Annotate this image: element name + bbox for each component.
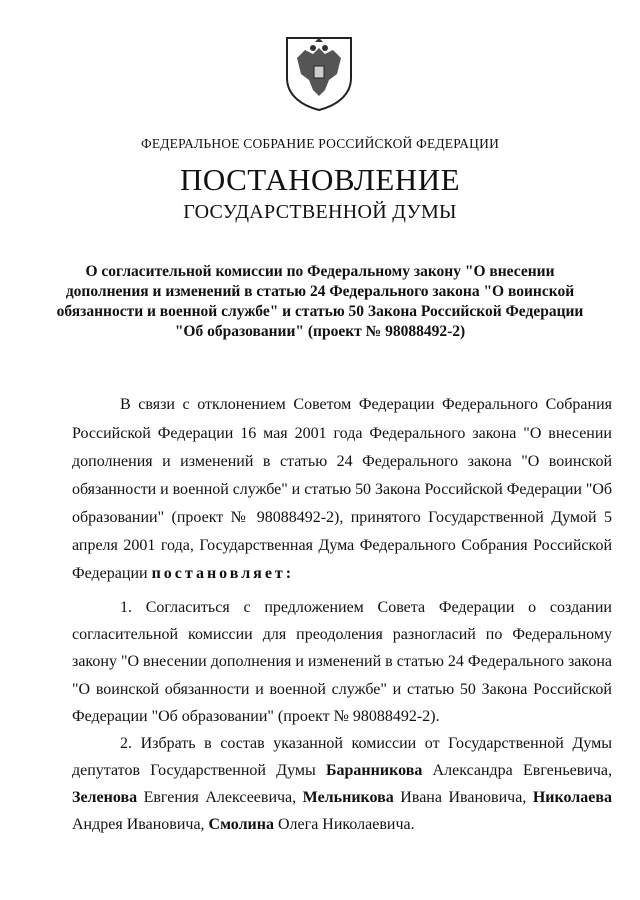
- preamble-line: дополнения и изменений в статью 24 Федерального закона "О воинской: [72, 453, 612, 470]
- preamble-line: Российской Федерации 16 мая 2001 года Федерального закона "О внесении: [72, 425, 612, 442]
- member-name: Андрея Ивановича,: [72, 816, 209, 833]
- item1-line: закону "О внесении дополнения и изменений в статью 24 Федерального закона: [72, 653, 612, 670]
- member-surname: Смолина: [208, 816, 274, 833]
- preamble-line: апреля 2001 года, Государственная Дума Федерального Собрания Российской: [72, 537, 612, 554]
- member-name: Ивана Ивановича,: [393, 789, 533, 806]
- resolves-word: постановляет:: [151, 565, 295, 582]
- member-surname: Баранникова: [325, 762, 423, 779]
- member-surname: Николаева: [532, 789, 612, 806]
- preamble-line: обязанности и военной службе" и статью 50 Закона Российской Федерации "Об: [72, 481, 612, 498]
- title-line: дополнения и изменений в статью 24 Федерального закона "О воинской: [65, 283, 575, 300]
- preamble-end: Федерации: [72, 565, 148, 582]
- item2-line: [72, 761, 612, 781]
- member-name: Евгения Алексеевича,: [137, 789, 303, 806]
- member-name: Олега Николаевича.: [274, 816, 415, 833]
- item1-line: "О воинской обязанности и военной службе" и статью 50 Закона Российской: [72, 681, 612, 698]
- item2-text: депутатов Государственной Думы: [72, 762, 326, 779]
- title-line: О согласительной комиссии по Федеральному закону "О внесении: [85, 263, 555, 280]
- item2-line: 2. Избрать в состав указанной комиссии от Государственной Думы: [120, 735, 612, 752]
- item1-line: Федерации "Об образовании" (проект № 98088492-2).: [72, 708, 440, 725]
- preamble-line: образовании" (проект № 98088492-2), принятого Государственной Думой 5: [72, 509, 612, 526]
- preamble-line: [72, 564, 612, 584]
- title-line: обязанности и военной службе" и статью 50 Закона Российской Федерации: [56, 303, 584, 320]
- issuer: ГОСУДАРСТВЕННОЙ ДУМЫ: [183, 201, 457, 223]
- title-line: "Об образовании" (проект № 98088492-2): [174, 323, 466, 340]
- item1-line: согласительной комиссии для преодоления разногласий по Федеральному: [72, 626, 612, 643]
- item1-line: 1. Согласиться с предложением Совета Федерации о создании: [120, 599, 612, 616]
- member-surname: Мельникова: [302, 789, 394, 806]
- document-type: ПОСТАНОВЛЕНИЕ: [179, 162, 461, 197]
- item2-line: [72, 815, 612, 835]
- member-name: Александра Евгеньевича,: [422, 762, 612, 779]
- preamble-line: В связи с отклонением Советом Федерации Федерального Собрания: [120, 396, 612, 413]
- organization-header: ФЕДЕРАЛЬНОЕ СОБРАНИЕ РОССИЙСКОЙ ФЕДЕРАЦИИ: [140, 136, 500, 151]
- member-surname: Зеленова: [72, 789, 138, 806]
- item2-line: [72, 788, 612, 808]
- coat-of-arms-emblem: [283, 34, 355, 112]
